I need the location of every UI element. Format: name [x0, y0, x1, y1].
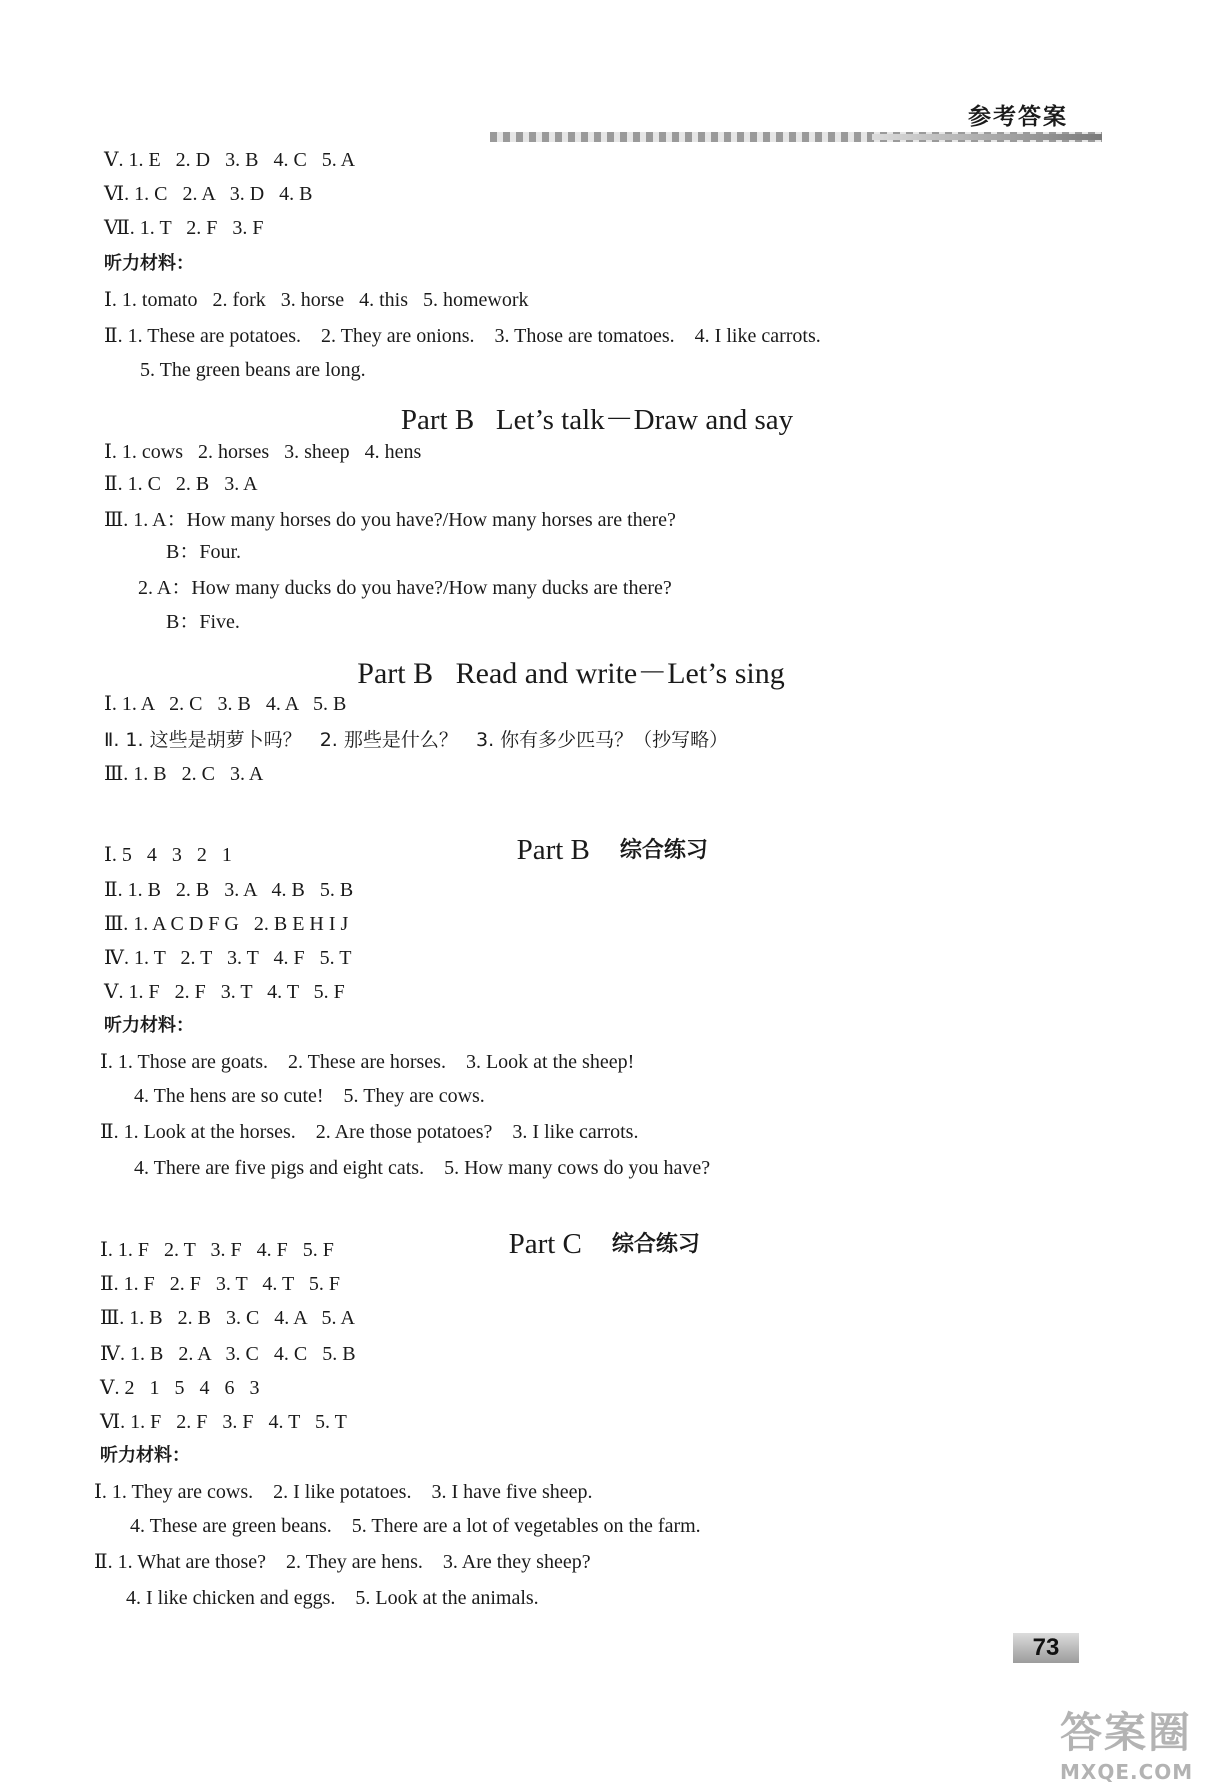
answer-line: Ⅱ. 1. These are potatoes. 2. They are onions. 3. Those are tomatoes. 4. I like carrots.	[104, 325, 821, 347]
answer-line: Ⅰ. 1. tomato 2. fork 3. horse 4. this 5. homework	[104, 289, 529, 311]
section-heading-suffix: 综合练习	[611, 1232, 700, 1257]
listening-material-label: 听力材料：	[104, 1015, 194, 1036]
answer-line: Ⅴ. 1. E 2. D 3. B 4. C 5. A	[104, 149, 356, 171]
answer-line: Ⅱ. 1. F 2. F 3. T 4. T 5. F	[100, 1273, 340, 1295]
section-heading-suffix: 综合练习	[619, 838, 708, 863]
answer-line: Ⅰ. 1. They are cows. 2. I like potatoes. 3. I have five sheep.	[94, 1481, 593, 1503]
answer-line: Ⅰ. 1. A 2. C 3. B 4. A 5. B	[104, 693, 347, 715]
page-number: 73	[1013, 1633, 1079, 1663]
header-title: 参考答案	[968, 104, 1068, 130]
section-heading-part: Part C	[508, 1228, 582, 1260]
answer-line: 4. These are green beans. 5. There are a lot of vegetables on the farm.	[130, 1515, 701, 1537]
listening-material-label: 听力材料：	[100, 1445, 190, 1466]
answer-line: Ⅰ. 1. cows 2. horses 3. sheep 4. hens	[104, 441, 422, 463]
answer-line: Ⅱ. 1. C 2. B 3. A	[104, 473, 258, 495]
answer-line: Ⅴ. 1. F 2. F 3. T 4. T 5. F	[104, 981, 345, 1003]
watermark-url: MXQE.COM	[1060, 1760, 1194, 1784]
answer-line: Ⅳ. 1. B 2. A 3. C 4. C 5. B	[100, 1343, 356, 1365]
answer-line: Ⅵ. 1. F 2. F 3. F 4. T 5. T	[100, 1411, 347, 1433]
answer-line: Ⅱ. 1. B 2. B 3. A 4. B 5. B	[104, 879, 354, 901]
watermark-main-text: 答案圈	[1060, 1708, 1193, 1757]
section-heading-part: Part B	[516, 834, 590, 866]
listening-material-label: 听力材料：	[104, 253, 194, 274]
section-heading: Part B Let’s talk－Draw and say	[400, 404, 794, 436]
answer-line: B：Five.	[166, 611, 240, 633]
answer-line: Ⅱ. 1. 这些是胡萝卜吗？ 2. 那些是什么？ 3. 你有多少匹马？（抄写略）	[104, 729, 729, 751]
answer-line: Ⅱ. 1. What are those? 2. They are hens. 3. Are they sheep?	[94, 1551, 591, 1573]
answer-line: Ⅲ. 1. A C D F G 2. B E H I J	[104, 913, 349, 935]
watermark-logo	[1060, 1700, 1210, 1788]
header-decorative-band	[490, 132, 1102, 142]
answer-line: Ⅲ. 1. B 2. C 3. A	[104, 763, 264, 785]
answer-line: Ⅰ. 1. F 2. T 3. F 4. F 5. F	[100, 1239, 334, 1261]
answer-line: 5. The green beans are long.	[140, 359, 366, 381]
answer-line: 4. There are five pigs and eight cats. 5. How many cows do you have?	[134, 1157, 711, 1179]
answer-line: Ⅰ. 5 4 3 2 1	[104, 844, 232, 866]
answer-line: Ⅱ. 1. Look at the horses. 2. Are those potatoes? 3. I like carrots.	[100, 1121, 639, 1143]
answer-line: Ⅳ. 1. T 2. T 3. T 4. F 5. T	[104, 947, 352, 969]
answer-line: Ⅶ. 1. T 2. F 3. F	[104, 217, 264, 239]
section-heading: Part B Read and write－Let’s sing	[357, 657, 785, 690]
answer-line: 2. A：How many ducks do you have?/How many ducks are there?	[138, 577, 672, 599]
answer-line: B：Four.	[166, 541, 242, 563]
answer-line: Ⅲ. 1. B 2. B 3. C 4. A 5. A	[100, 1307, 355, 1329]
answer-line: 4. I like chicken and eggs. 5. Look at the animals.	[126, 1587, 539, 1609]
answer-line: 4. The hens are so cute! 5. They are cows.	[134, 1085, 485, 1107]
answer-line: Ⅲ. 1. A：How many horses do you have?/How many horses are there?	[104, 509, 676, 531]
answer-line: Ⅵ. 1. C 2. A 3. D 4. B	[104, 183, 313, 205]
answer-line: Ⅰ. 1. Those are goats. 2. These are horses. 3. Look at the sheep!	[100, 1051, 635, 1073]
answer-line: Ⅴ. 2 1 5 4 6 3	[100, 1377, 260, 1399]
